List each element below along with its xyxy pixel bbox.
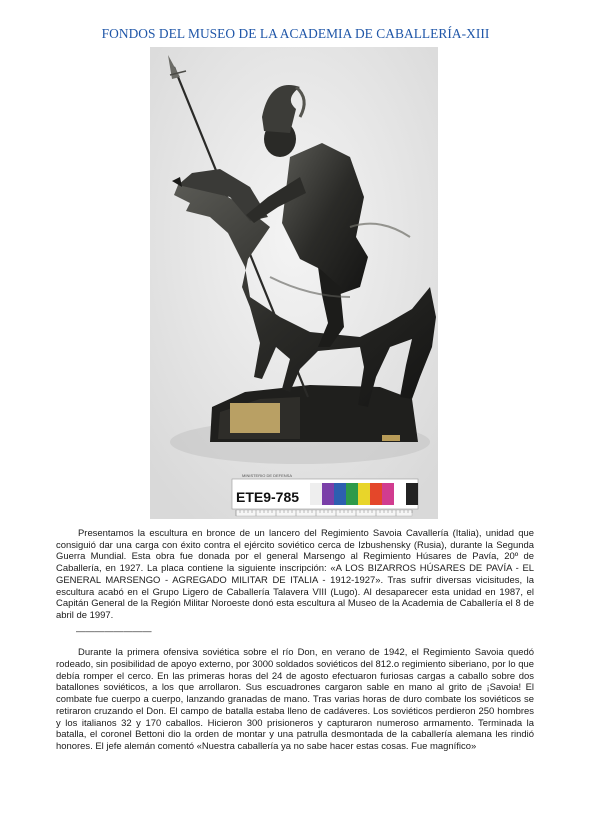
color-patch [382, 483, 394, 505]
article-body [56, 528, 534, 753]
color-patch [370, 483, 382, 505]
page-title: FONDOS DEL MUSEO DE LA ACADEMIA DE CABALLERÍA-XIII [101, 26, 490, 41]
sculpture-photo [150, 47, 438, 519]
catalog-label: ETE9-785 [236, 489, 300, 505]
paragraph-history: Durante la primera ofensiva soviética sobre el río Don, en verano de 1942, el Regimiento Savoia quedó rodeado, sin posibilidad de apoyo externo, por 3000 soldados soviéticos del 812.o regimiento siberiano, por lo que debía romper el cerco. En las primeras horas del 24 de agosto efectuaron furiosas cargas a caballo sobre dos batallones soviéticos, a los que arrollaron. Sus escuadrones cargaron sable en mano al grito de ¡Savoia! El combate fue cuerpo a cuerpo, lanzando granadas de mano. Tras varias horas de duro combate los soviéticos se retiraron cruzando el Don. El campo de batalla estaba lleno de cadáveres. Los soviéticos perdieron 250 hombres y los italianos 32 y 170 caballos. Hicieron 300 prisioneros y capturaron numeroso armamento. Terminada la batalla, el coronel Bettoni dio la orden de montar y una patrulla desmontada de la caballería alemana les rindió honores. El jefe alemán comentó «Nuestra caballería ya no sabe hacer estas cosas. Fue magnífico» [56, 647, 534, 752]
scale-caption: MINISTERIO DE DEFENSA [242, 473, 293, 478]
color-patch [406, 483, 418, 505]
separator-line: ———————— [76, 625, 152, 637]
color-patch [334, 483, 346, 505]
paragraph-intro: Presentamos la escultura en bronce de un lancero del Regimiento Savoia Cavallería (Italia), unidad que consiguió dar una carga con éxito contra el ejército soviético cerca de Izbushensky (Rusia), durante la Segunda Guerra Mundial. Esta obra fue donada por el general Marsengo al Regimiento Húsares de Pavía, 20º de Caballería, en 1927. La placa contiene la siguiente inscripción: «A LOS BIZARROS HÚSARES DE PAVÍA - EL GENERAL MARSENGO - AGREGADO MILITAR DE ITALIA - 1912-1927». Tras sufrir diversas vicisitudes, la escultura acabó en el Grupo Ligero de Caballería Talavera VIII (Lugo). Al desaparecer esta unidad en 1987, el Capitán General de la Región Militar Noroeste donó esta escultura al Museo de la Academia de Caballería el 8 de abril de 1997. [56, 528, 534, 621]
color-patch [358, 483, 370, 505]
color-patch [394, 483, 406, 505]
color-patch [346, 483, 358, 505]
color-patch [310, 483, 322, 505]
color-patch [322, 483, 334, 505]
brass-plaque [230, 403, 280, 433]
